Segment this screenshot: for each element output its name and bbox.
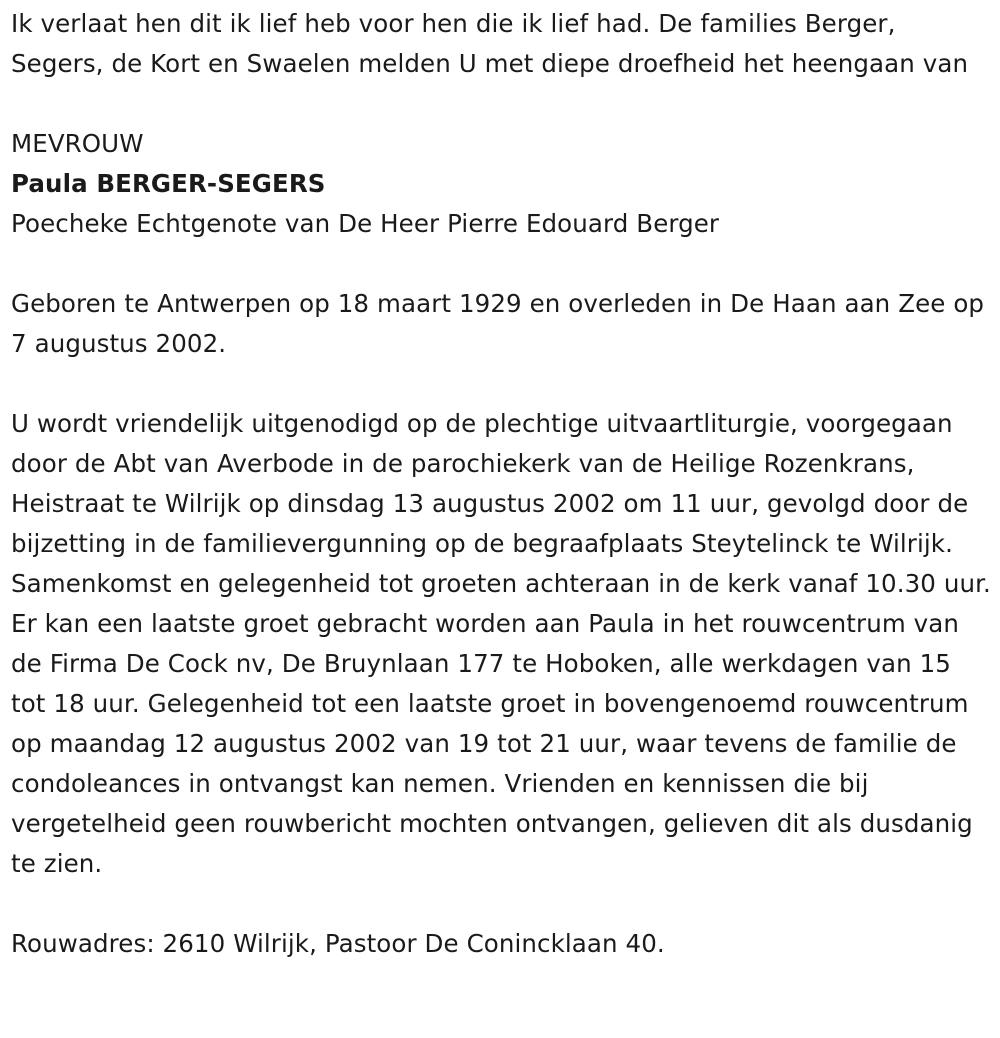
mourning-address: Rouwadres: 2610 Wilrijk, Pastoor De Conincklaan 40. [11, 929, 665, 958]
funeral-paragraph: U wordt vriendelijk uitgenodigd op de plechtige uitvaartliturgie, voorgegaan door de Abt van Averbode in de parochiekerk van de Heilige Rozenkrans, Heistraat te Wilrijk op dinsdag 13 augustus 2002 om 11 uur, gevolgd door de bijzetting in de familievergunning op de begraafplaats Steytelinck te Wilrijk. Samenkomst en gelegenheid tot groeten achteraan in de kerk vanaf 10.30 uur. Er kan een laatste groet gebracht worden aan Paula in het rouwcentrum van de Firma De Cock nv, De Bruynlaan 177 te Hoboken, alle werkdagen van 15 tot 18 uur. Gelegenheid tot een laatste groet in bovengenoemd rouwcentrum op maandag 12 augustus 2002 van 19 tot 21 uur, waar tevens de familie de condoleances in ontvangst kan nemen. Vrienden en kennissen die bij vergetelheid geen rouwbericht mochten ontvangen, gelieven dit als dusdanig te zien. [11, 409, 991, 878]
spacer [11, 364, 993, 404]
spouse-line: Poecheke Echtgenote van De Heer Pierre Edouard Berger [11, 209, 720, 238]
honorific-title: MEVROUW [11, 129, 144, 158]
birth-death-paragraph: Geboren te Antwerpen op 18 maart 1929 en overleden in De Haan aan Zee op 7 augustus 2002. [11, 289, 985, 358]
spacer [11, 884, 993, 924]
spacer [11, 84, 993, 124]
intro-paragraph: Ik verlaat hen dit ik lief heb voor hen die ik lief had. De families Berger, Segers, de Kort en Swaelen melden U met diepe droefheid het heengaan van [11, 9, 969, 78]
spacer [11, 244, 993, 284]
deceased-name: Paula BERGER-SEGERS [11, 169, 326, 198]
obituary-document [11, 0, 993, 964]
